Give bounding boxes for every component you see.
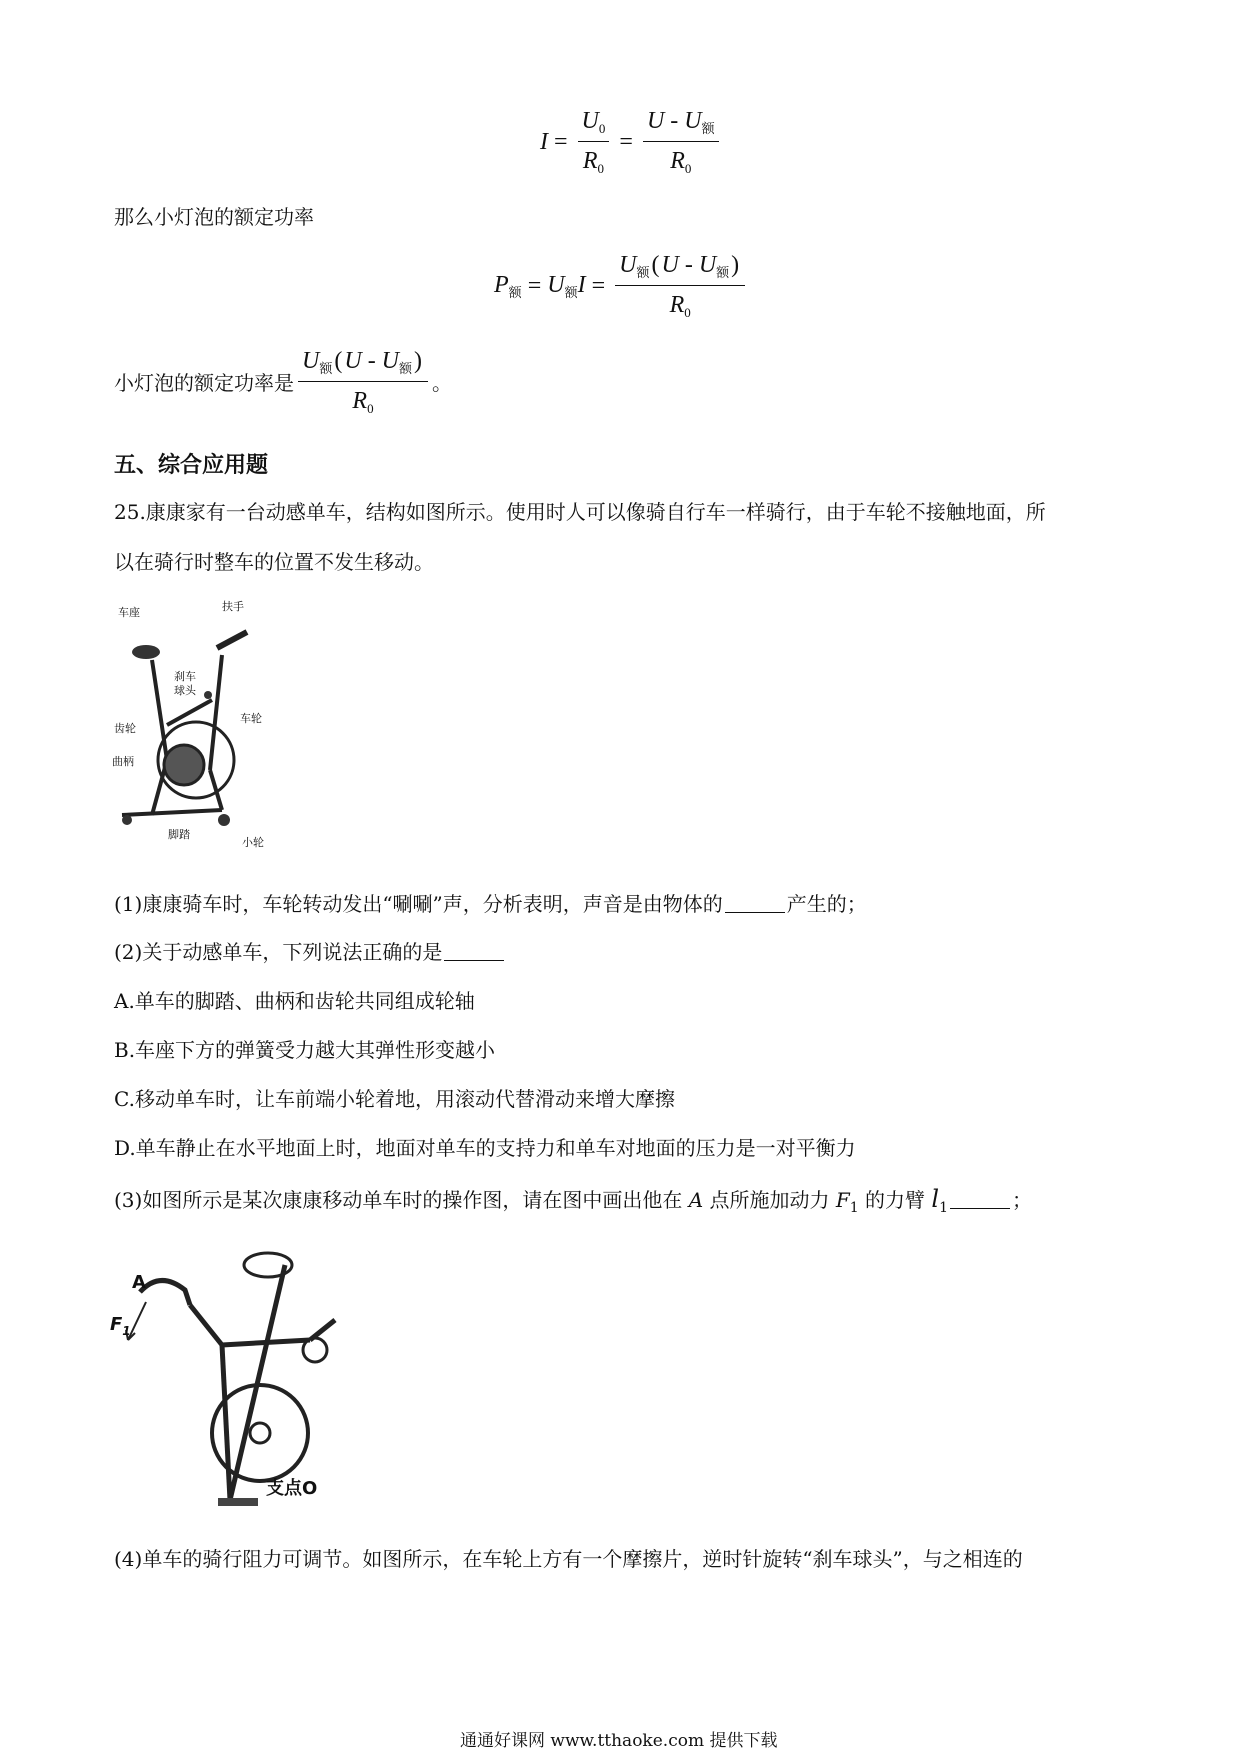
power-mid: $U_额I$: [547, 272, 586, 300]
label-force-f1: $F_1$: [110, 1314, 131, 1338]
denominator-sub: 0: [684, 161, 692, 176]
option-c: C.移动单车时，让车前端小轮着地，用滚动代替滑动来增大摩擦: [114, 1087, 675, 1111]
label-handle: 扶手: [222, 600, 244, 613]
question-stem-line2: 以在骑行时整车的位置不发生移动。: [114, 550, 434, 574]
equals-sign: =: [527, 273, 542, 299]
fraction-power-result: $\frac{U_额(U - U_额)}{R_0}$: [298, 348, 428, 417]
denominator-var: R: [582, 148, 598, 174]
equals-sign: =: [591, 273, 606, 299]
power-intro-line: 那么小灯泡的额定功率: [114, 205, 314, 229]
numerator-expr: U - U: [646, 108, 702, 134]
q3-force: $F_1$: [835, 1188, 859, 1216]
fraction-voltage-diff: [643, 108, 719, 177]
label-pedal: 脚踏: [168, 828, 190, 841]
option-d: D.单车静止在水平地面上时，地面对单车的支持力和单车对地面的压力是一对平衡力: [114, 1136, 856, 1160]
label-gear: 齿轮: [114, 722, 136, 735]
q2-answer-blank[interactable]: [444, 940, 504, 961]
formula-power: [494, 252, 749, 321]
formula-current: [540, 108, 723, 177]
label-brake2: 球头: [174, 684, 196, 697]
q1-after: 产生的；: [786, 892, 867, 916]
label-seat: 车座: [118, 606, 140, 619]
q1-line: [114, 890, 867, 918]
question-stem-line1: 25.康康家有一台动感单车，结构如图所示。使用时人可以像骑自行车一样骑行，由于车轮不接触地面，所: [114, 500, 1046, 524]
power-result-line: [114, 348, 452, 417]
denominator-sub: 0: [597, 161, 605, 176]
equals-sign: =: [554, 129, 568, 155]
label-small-wheel: 小轮: [242, 836, 264, 849]
section-title: 五、综合应用题: [114, 452, 269, 478]
label-wheel: 车轮: [240, 712, 262, 725]
q3-before: (3)如图所示是某次康康移动单车时的操作图，请在图中画出他在: [114, 1188, 683, 1212]
figure-bike-lever: [110, 1230, 370, 1510]
q3-mid2: 的力臂: [865, 1188, 926, 1212]
q2-line: [114, 938, 506, 966]
power-result-prefix: 小灯泡的额定功率是: [114, 370, 294, 395]
numerator-sub: 0: [598, 121, 606, 136]
q4-line: (4)单车的骑行阻力可调节。如图所示，在车轮上方有一个摩擦片，逆时针旋转“刹车球头”，与之相连的: [114, 1547, 1023, 1571]
fraction-u0-r0: [578, 108, 610, 177]
label-brake1: 刹车: [174, 670, 196, 683]
fraction-power: $\frac{U_额(U - U_额)}{R_0}$: [615, 252, 745, 321]
numerator-sub: 额: [701, 121, 715, 136]
figure-exercise-bike: [112, 600, 292, 850]
formula-lhs: I: [540, 129, 548, 155]
denominator-var: R: [670, 148, 685, 174]
q1-before: (1)康康骑车时，车轮转动发出“唰唰”声，分析表明，声音是由物体的: [114, 892, 723, 916]
q1-answer-blank[interactable]: [725, 892, 785, 913]
option-a: A.单车的脚踏、曲柄和齿轮共同组成轮轴: [114, 989, 475, 1013]
q3-line: [114, 1185, 1032, 1222]
page-footer: 通通好课网 www.tthaoke.com 提供下载: [460, 1731, 778, 1751]
q3-arm: $l_1$: [931, 1185, 949, 1216]
q2-text: (2)关于动感单车，下列说法正确的是: [114, 940, 443, 964]
label-crank: 曲柄: [112, 755, 134, 768]
power-lhs: $P_额$: [494, 272, 522, 300]
q3-mid: 点所施加动力: [709, 1188, 830, 1212]
equals-sign: =: [619, 129, 633, 155]
option-b: B.车座下方的弹簧受力越大其弹性形变越小: [114, 1038, 496, 1062]
power-result-suffix: 。: [432, 370, 453, 395]
label-fulcrum: 支点O: [266, 1478, 318, 1499]
q3-answer-blank[interactable]: [950, 1188, 1010, 1209]
numerator-var: U: [581, 108, 599, 134]
q3-end: ；: [1012, 1188, 1033, 1212]
label-point-a: A: [132, 1272, 146, 1293]
q3-point: A: [688, 1188, 704, 1212]
